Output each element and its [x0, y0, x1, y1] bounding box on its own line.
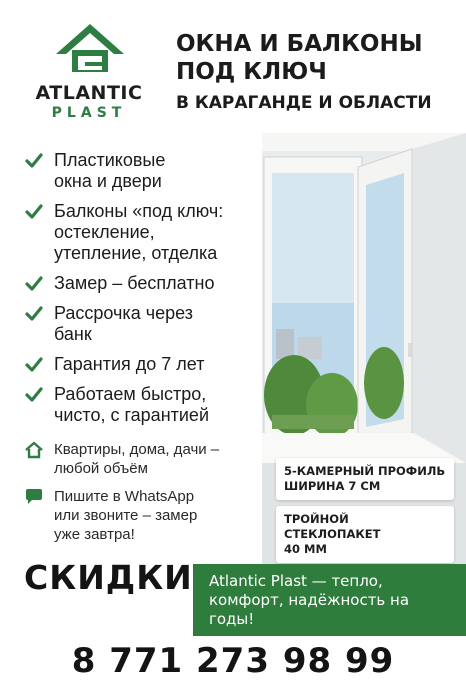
check-icon — [24, 385, 44, 405]
feature-list — [24, 150, 264, 435]
check-icon — [24, 355, 44, 375]
slogan-text: Atlantic Plast — тепло, комфорт, надёжность на годы! — [209, 572, 410, 628]
home-icon — [24, 441, 44, 459]
note-home: Квартиры, дома, дачи – любой объём — [24, 440, 264, 478]
check-icon — [24, 274, 44, 294]
headline-line-3: В КАРАГАНДЕ И ОБЛАСТИ — [176, 93, 432, 113]
check-icon — [24, 151, 44, 171]
check-icon — [24, 304, 44, 324]
headline-line-2: ПОД КЛЮЧ — [176, 59, 327, 85]
phone-number[interactable]: 8 771 273 98 99 — [71, 641, 395, 681]
list-item: Гарантия до 7 лет — [24, 354, 264, 375]
spec-glass: ТРОЙНОЙ СТЕКЛОПАКЕТ 40 ММ — [276, 506, 454, 563]
spec-profile: 5-КАМЕРНЫЙ ПРОФИЛЬ ШИРИНА 7 СМ — [276, 458, 454, 500]
list-item: Пластиковые окна и двери — [24, 150, 264, 192]
list-item: Работаем быстро, чисто, с гарантией — [24, 384, 264, 426]
headline-line-1: ОКНА И БАЛКОНЫ — [176, 31, 423, 57]
discount-title: СКИДКИ — [24, 558, 193, 597]
list-item: Рассрочка через банк — [24, 303, 264, 345]
list-item: Замер – бесплатно — [24, 273, 264, 294]
headline — [176, 30, 458, 114]
brand-sub: PLAST — [51, 105, 127, 121]
note-chat: Пишите в WhatsApp или звоните – замер уже завтра! — [24, 487, 264, 544]
brand-name: ATLANTIC — [35, 82, 143, 104]
list-item: Балконы «под ключ: остекление, утепление, отделка — [24, 201, 264, 264]
chat-icon — [24, 488, 44, 506]
slogan-banner — [193, 564, 466, 636]
brand-logo — [14, 18, 164, 128]
house-logo-icon — [54, 20, 126, 80]
check-icon — [24, 202, 44, 222]
